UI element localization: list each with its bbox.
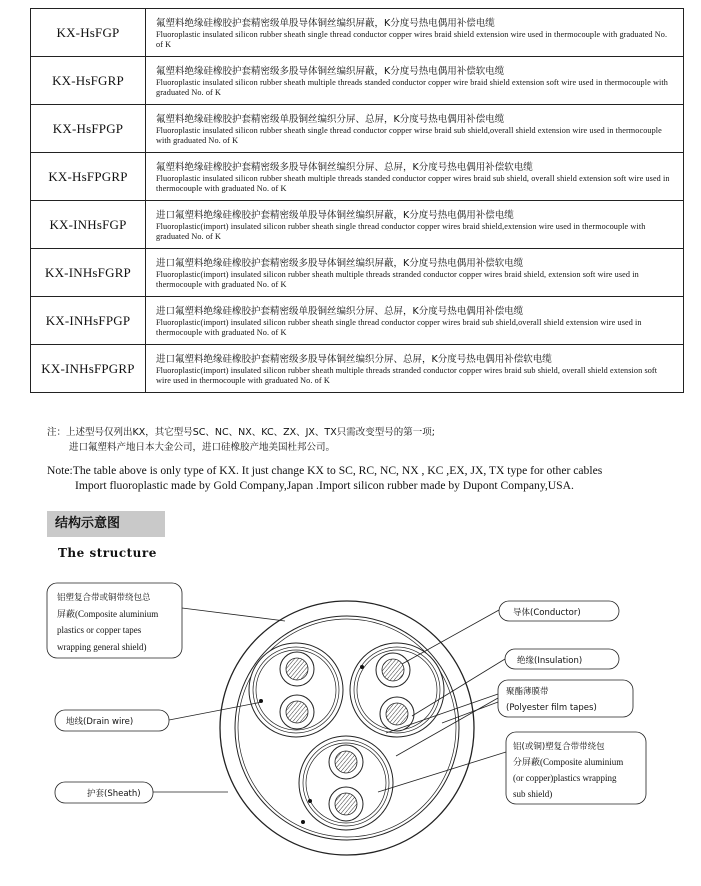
label-insulation-text: 绝缘(Insulation) <box>517 656 583 666</box>
label-drain-wire-text: 地线(Drain wire) <box>66 717 134 727</box>
description-cell <box>146 297 684 345</box>
description-cell <box>146 249 684 297</box>
model-cell: KX-INHsFGRP <box>31 249 146 297</box>
label-polyester-line1: 聚酯薄膜带 <box>506 687 549 697</box>
label-sub-shield-line3: (or copper)plastics wrapping <box>513 773 617 783</box>
spec-table <box>30 8 684 393</box>
label-conductor-text: 导体(Conductor) <box>513 608 581 618</box>
description-cell <box>146 153 684 201</box>
description-zh: 进口氟塑料绝缘硅橡胶护套精密级单股导体铜丝编织屏蔽，K分度号热电偶用补偿电缆 <box>156 209 514 221</box>
note-en-line1: Note:The table above is only type of KX. It just change KX to SC, RC, NC, NX , KC ,EX, JX, TX type for other cables <box>47 464 603 477</box>
description-cell <box>146 9 684 57</box>
description-zh: 氟塑料绝缘硅橡胶护套精密级单股铜丝编织分屏、总屏，K分度号热电偶用补偿电缆 <box>156 113 505 125</box>
description-en: Fluoroplastic insulated silicon rubber sheath multiple threads standed conductor copper wire braid shield extension soft wire used in thermocouple with graduated No. of K <box>156 77 668 97</box>
model-cell: KX-HsFPGRP <box>31 153 146 201</box>
model-cell: KX-HsFPGP <box>31 105 146 153</box>
description-zh: 氟塑料绝缘硅橡胶护套精密级单股导体铜丝编织屏蔽，K分度号热电偶用补偿电缆 <box>156 17 495 29</box>
table-row <box>31 9 684 57</box>
table-row <box>31 57 684 105</box>
table-row <box>31 105 684 153</box>
pair-group-left <box>249 643 343 737</box>
label-sheath-text: 护套(Sheath) <box>87 789 141 799</box>
label-polyester <box>498 680 633 717</box>
description-cell <box>146 57 684 105</box>
model-cell: KX-INHsFGP <box>31 201 146 249</box>
description-en: Fluoroplastic insulated silicon rubber sheath multiple threads standed conductor copper wires braid sub shield, overall shield extension soft wire used in thermocouple with graduated No. of K <box>156 173 670 193</box>
table-row <box>31 153 684 201</box>
model-cell: KX-HsFGP <box>31 9 146 57</box>
description-en: Fluoroplastic(import) insulated silicon rubber sheath single thread conductor copper wires braid shield,extension wire used in thermocouple with graduated No. of K <box>156 221 646 241</box>
spec-table-body <box>31 9 684 393</box>
label-general-shield-line2: 屏蔽(Composite aluminium <box>57 609 159 619</box>
section-subtitle: The structure <box>58 546 157 560</box>
label-sub-shield-line1: 铝(或铜)塑复合带带绕包 <box>513 742 605 752</box>
model-cell: KX-HsFGRP <box>31 57 146 105</box>
label-sub-shield <box>506 732 646 804</box>
description-zh: 氟塑料绝缘硅橡胶护套精密级多股导体铜丝编织屏蔽，K分度号热电偶用补偿软电缆 <box>156 65 505 77</box>
model-cell: KX-INHsFPGRP <box>31 345 146 393</box>
model-cell: KX-INHsFPGP <box>31 297 146 345</box>
description-cell <box>146 201 684 249</box>
description-zh: 进口氟塑料绝缘硅橡胶护套精密级多股导体铜丝编织分屏、总屏，K分度号热电偶用补偿软电缆 <box>156 353 552 365</box>
table-row <box>31 201 684 249</box>
cable-structure-diagram <box>0 566 701 884</box>
description-en: Fluoroplastic insulated silicon rubber sheath single thread conductor copper wires braid shield extension wire used in thermocouple with graduated No. of K <box>156 29 668 49</box>
label-general-shield-line1: 铝塑复合带或铜带绕包总 <box>57 593 151 603</box>
label-sub-shield-line4: sub shield) <box>513 789 553 799</box>
label-general-shield-line4: wrapping general shield) <box>57 642 147 652</box>
description-cell <box>146 105 684 153</box>
description-en: Fluoroplastic(import) insulated silicon rubber sheath single thread conductor copper wires braid sub shield,overall shield extension wire used in thermocouple with graduated No. of K <box>156 317 642 337</box>
note-en <box>47 463 687 493</box>
description-zh: 进口氟塑料绝缘硅橡胶护套精密级多股导体铜丝编织屏蔽，K分度号热电偶用补偿软电缆 <box>156 257 524 269</box>
pair-group-right <box>350 643 444 737</box>
description-en: Fluoroplastic(import) insulated silicon rubber sheath multiple threads stranded conductor copper wires braid shield, extension soft wire used in thermocouple with graduated No. of K <box>156 269 639 289</box>
table-row <box>31 345 684 393</box>
table-row <box>31 249 684 297</box>
note-en-line2: Import fluoroplastic made by Gold Company,Japan .Import silicon rubber made by Dupont Company,USA. <box>75 479 574 492</box>
section-title-banner: 结构示意图 <box>47 511 165 537</box>
description-en: Fluoroplastic(import) insulated silicon rubber sheath multiple threads stranded conductor copper wires braid sub shield, overall shield extension soft wire used in thermocouple with graduated No. of K <box>156 365 658 385</box>
table-row <box>31 297 684 345</box>
label-general-shield <box>47 583 182 658</box>
notes <box>47 425 687 493</box>
description-en: Fluoroplastic insulated silicon rubber sheath single thread conductor copper wirse braid sub shield,overall shield extension wire used in thermocouple with graduated No. of K <box>156 125 662 145</box>
label-sheath <box>55 782 153 803</box>
description-cell <box>146 345 684 393</box>
description-zh: 氟塑料绝缘硅橡胶护套精密级多股导体铜丝编织分屏、总屏，K分度号热电偶用补偿软电缆 <box>156 161 533 173</box>
label-polyester-line2: (Polyester film tapes) <box>506 703 597 713</box>
label-drain-wire <box>55 710 169 731</box>
drain-wire-dot <box>301 820 305 824</box>
description-zh: 进口氟塑料绝缘硅橡胶护套精密级单股铜丝编织分屏、总屏，K分度号热电偶用补偿电缆 <box>156 305 524 317</box>
label-general-shield-line3: plastics or copper tapes <box>57 625 142 635</box>
note-zh-line2: 进口氟塑料产地日本大金公司，进口硅橡胶产地美国杜邦公司。 <box>69 442 336 453</box>
note-zh <box>47 425 687 455</box>
label-sub-shield-line2: 分屏蔽(Composite aluminium <box>513 757 624 767</box>
label-insulation <box>505 649 619 669</box>
note-zh-line1: 注：上述型号仅列出KX，其它型号SC、NC、NX、KC、ZX、JX、TX只需改变型号的第一项; <box>47 427 435 438</box>
pair-group-bottom <box>299 736 393 830</box>
label-conductor <box>499 601 619 621</box>
